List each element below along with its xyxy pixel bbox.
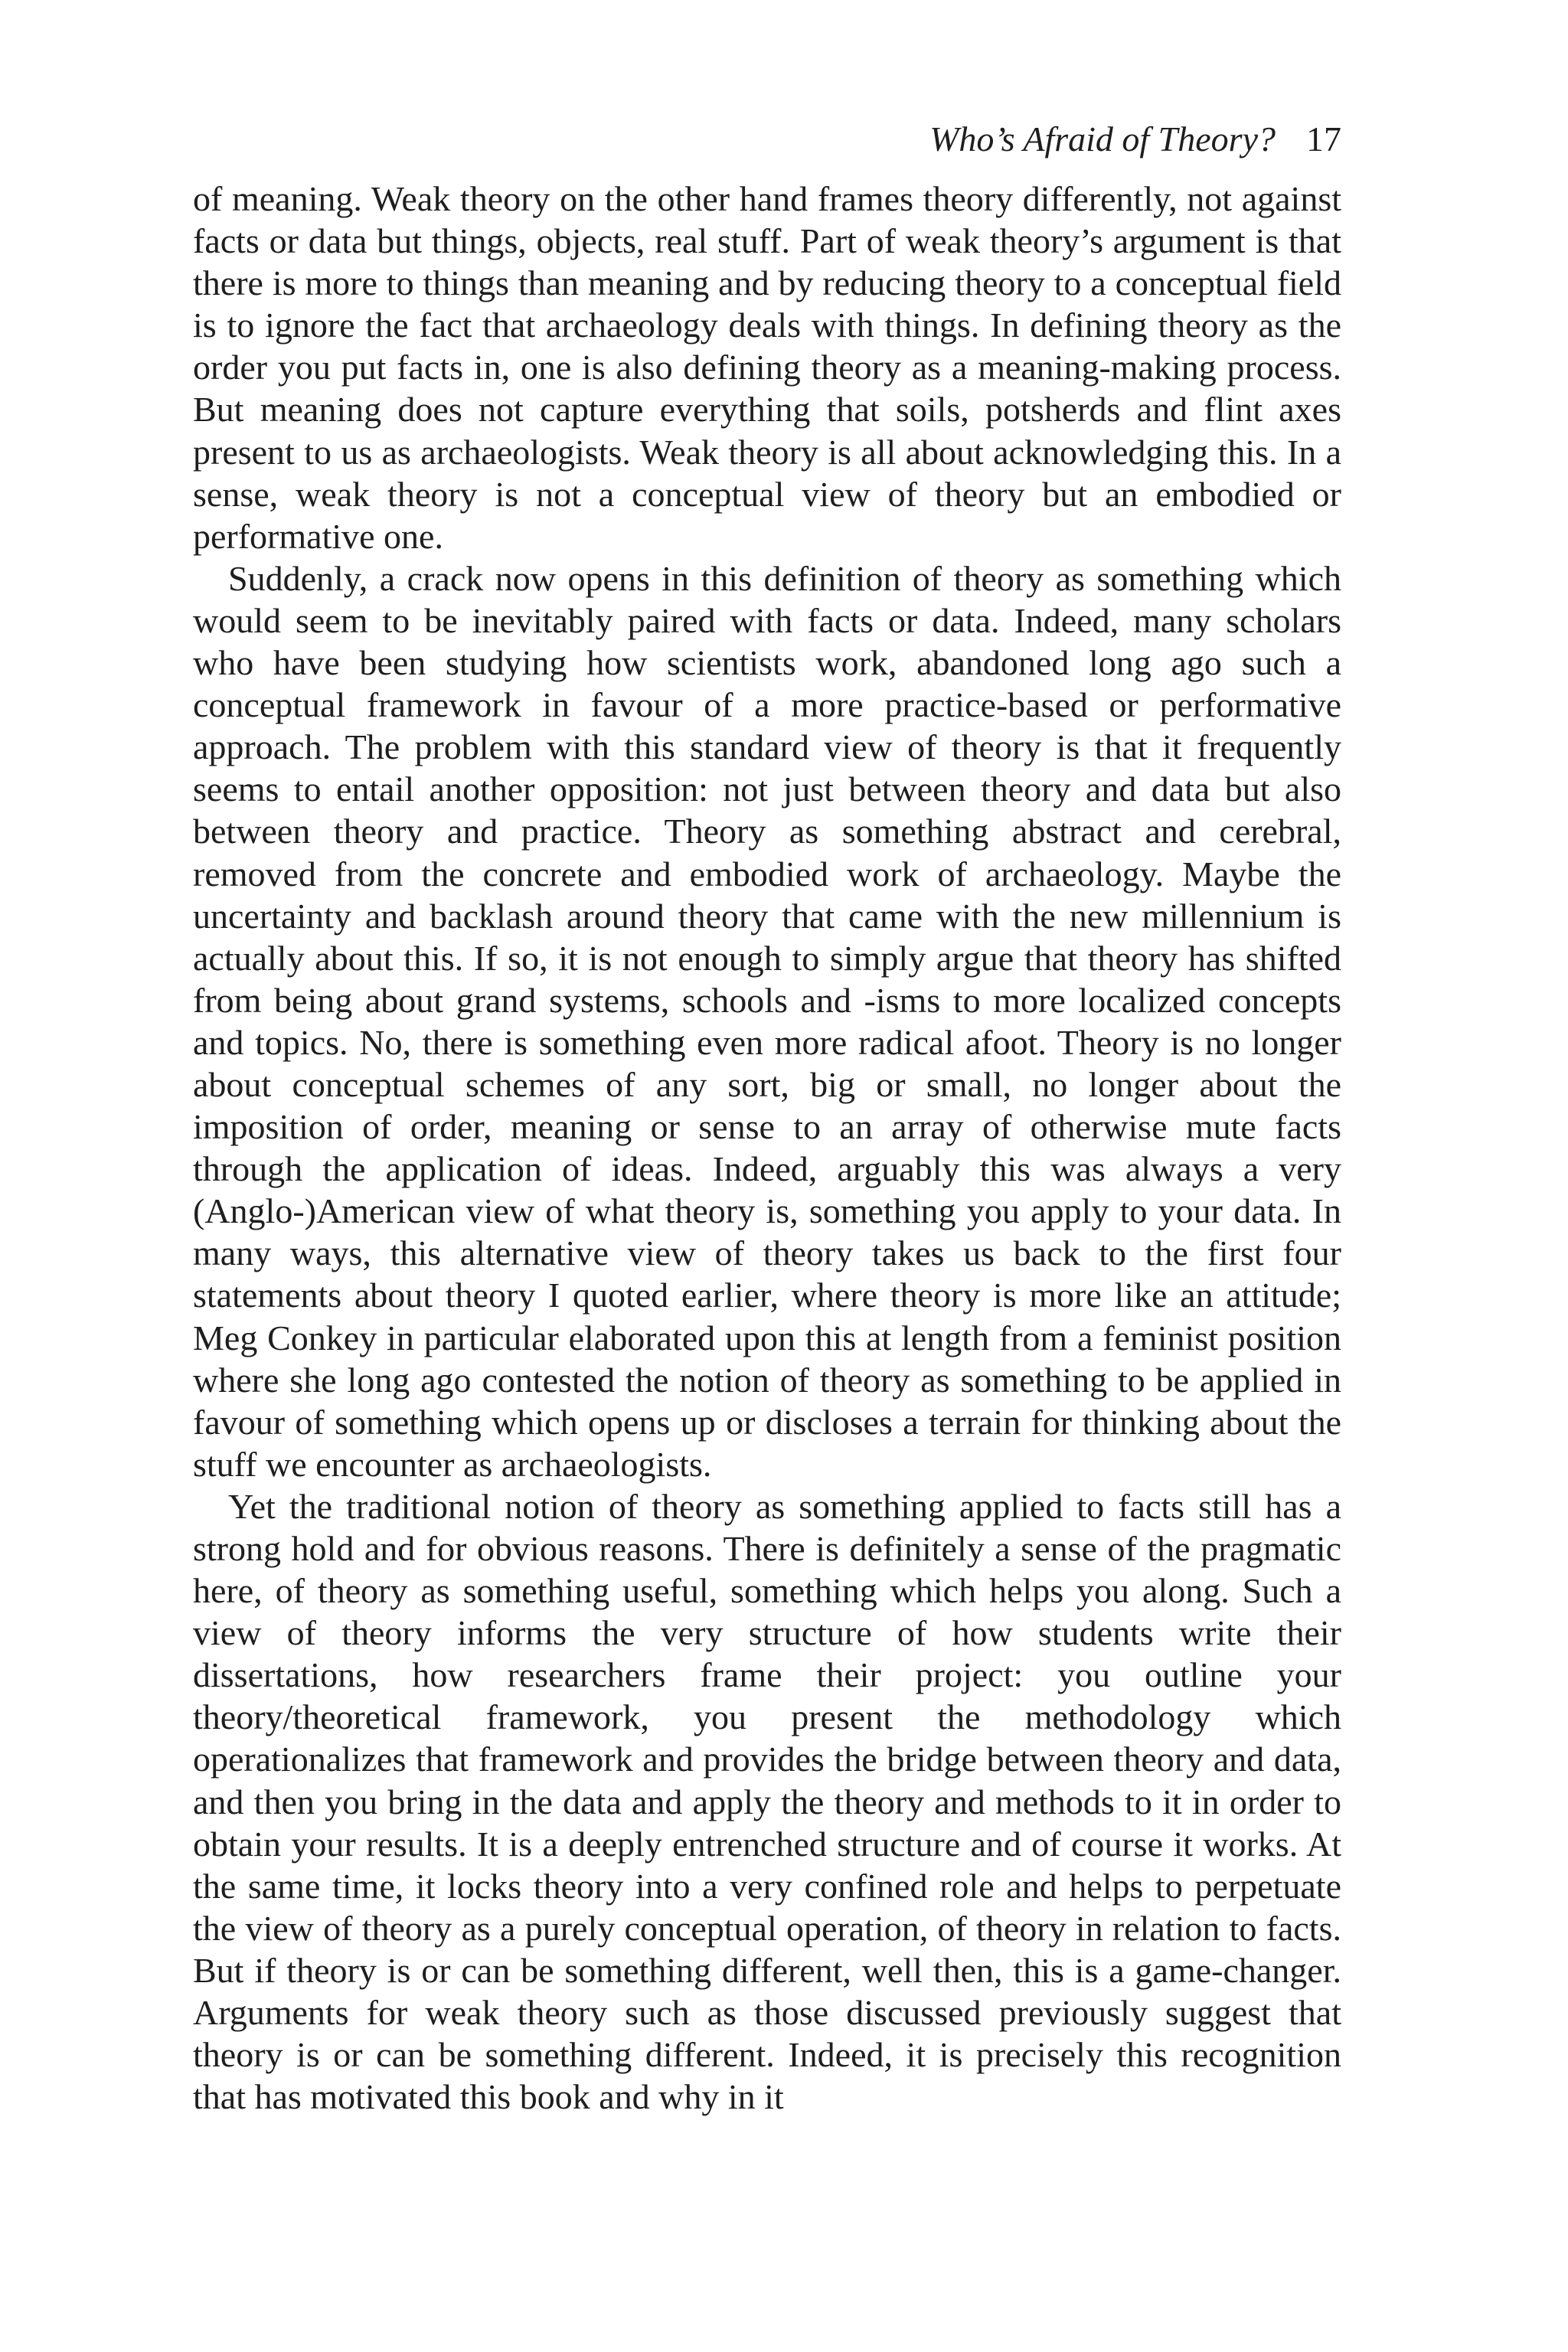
paragraph-continued: of meaning. Weak theory on the other hand frames theory differently, not against facts or data but things, objects, real stuff. Part of weak theory’s argument is that there is more to things than meaning and by reducing theory to a conceptual field is to ignore the fact that archaeology deals with things. In defining theory as the order you put facts in, one is also defining theory as a meaning-making process. But meaning does not capture everything that soils, potsherds and flint axes present to us as archaeologists. Weak theory is all about acknowledging this. In a sense, weak theory is not a conceptual view of theory but an embodied or performative one.	[193, 179, 1341, 556]
running-head	[193, 113, 1341, 165]
page-number: 17	[1306, 119, 1341, 158]
running-title: Who’s Afraid of Theory?	[929, 119, 1276, 158]
body-text	[193, 178, 1341, 2118]
paragraph: Suddenly, a crack now opens in this definition of theory as something which would seem to be inevitably paired with facts or data. Indeed, many scholars who have been studying how scientists work, abandoned long ago such a conceptual framework in favour of a more practice-based or performative approach. The problem with this standard view of theory is that it frequently seems to entail another opposition: not just between theory and data but also between theory and practice. Theory as something abstract and cerebral, removed from the concrete and embodied work of archaeology. Maybe the uncertainty and backlash around theory that came with the new millennium is actually about this. If so, it is not enough to simply argue that theory has shifted from being about grand systems, schools and -isms to more localized concepts and topics. No, there is something even more radical afoot. Theory is no longer about conceptual schemes of any sort, big or small, no longer about the imposition of order, meaning or sense to an array of otherwise mute facts through the application of ideas. Indeed, arguably this was always a very (Anglo-)American view of what theory is, something you apply to your data. In many ways, this alternative view of theory takes us back to the first four statements about theory I quoted earlier, where theory is more like an attitude; Meg Conkey in particular elaborated upon this at length from a feminist position where she long ago contested the notion of theory as something to be applied in favour of something which opens up or discloses a terrain for thinking about the stuff we encounter as archaeologists.	[193, 558, 1341, 1484]
paragraph: Yet the traditional notion of theory as something applied to facts still has a strong hold and for obvious reasons. There is definitely a sense of the pragmatic here, of theory as something useful, something which helps you along. Such a view of theory informs the very structure of how students write their dissertations, how researchers frame their project: you outline your theory/theoretical framework, you present the methodology which operationalizes that framework and provides the bridge between theory and data, and then you bring in the data and apply the theory and methods to it in order to obtain your results. It is a deeply entrenched structure and of course it works. At the same time, it locks theory into a very confined role and helps to perpetuate the view of theory as a purely conceptual operation, of theory in relation to facts. But if theory is or can be something different, well then, this is a game-changer. Arguments for weak theory such as those discussed previously suggest that theory is or can be something different. Indeed, it is precisely this recognition that has motivated this book and why in it	[193, 1486, 1341, 2117]
